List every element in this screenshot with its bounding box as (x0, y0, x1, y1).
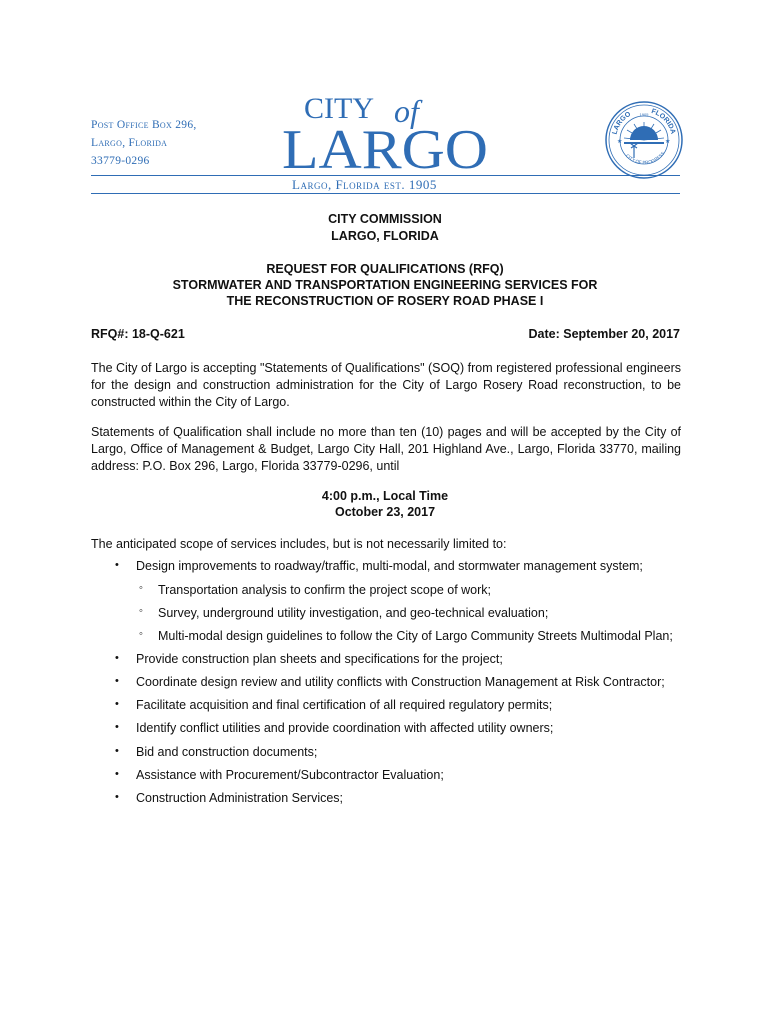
bullet-icon: • (115, 768, 119, 780)
bullet-icon: • (115, 721, 119, 733)
scope-item: Assistance with Procurement/Subcontractor Evaluation; (136, 768, 444, 782)
rfq-date: Date: September 20, 2017 (528, 327, 680, 341)
logo-city-text: CITY (304, 92, 374, 125)
seal-state-text: FLORIDA (650, 108, 677, 135)
scope-item: Coordinate design review and utility conflicts with Construction Management at Risk Contractor; (136, 675, 665, 689)
scope-sub-item: Transportation analysis to confirm the project scope of work; (158, 583, 492, 597)
hollow-bullet-icon: ◦ (139, 605, 143, 617)
rfq-title-line-2: STORMWATER AND TRANSPORTATION ENGINEERING SERVICES FOR (172, 278, 598, 292)
bullet-icon: • (115, 698, 119, 710)
address-line: Post Office Box 296, (91, 119, 197, 131)
star-icon: ★ (665, 139, 671, 145)
city-of-largo-logo (282, 84, 492, 184)
scope-item: Provide construction plan sheets and specifications for the project; (136, 652, 503, 666)
rfq-number-row (91, 326, 680, 343)
scope-item: Bid and construction documents; (136, 745, 318, 759)
city-seal-icon (604, 100, 684, 180)
star-icon: ★ (617, 139, 623, 145)
address-line: 33779-0296 (91, 155, 150, 167)
heading-city-commission: CITY COMMISSION (328, 212, 442, 226)
bullet-icon: • (115, 559, 119, 571)
seal-bottom-text: CITY OF PROGRESS (624, 150, 666, 166)
logo-largo-text: LARGO (282, 119, 488, 181)
scope-item: Design improvements to roadway/traffic, multi-modal, and stormwater management system; (136, 559, 643, 573)
sun-icon (630, 126, 658, 140)
bullet-icon: • (115, 675, 119, 687)
scope-sub-item: Survey, underground utility investigation, and geo-technical evaluation; (158, 606, 549, 620)
rfq-number: RFQ#: 18-Q-621 (91, 327, 185, 341)
rfq-title-line-1: REQUEST FOR QUALIFICATIONS (RFQ) (266, 262, 504, 276)
scope-sub-item: Multi-modal design guidelines to follow the City of Largo Community Streets Multimodal Plan; (158, 629, 673, 643)
deadline-time: 4:00 p.m., Local Time (321, 489, 449, 503)
intro-paragraph: The City of Largo is accepting "Statements of Qualifications" (SOQ) from registered professional engineers for the design and construction administration for the City of Largo Rosery Road reconstruction, to be constructed within the City of Largo. (91, 361, 681, 410)
established-text: Largo, Florida est. 1905 (292, 177, 437, 192)
hollow-bullet-icon: ◦ (139, 582, 143, 594)
scope-item: Identify conflict utilities and provide coordination with affected utility owners; (136, 721, 554, 735)
deadline-date: October 23, 2017 (334, 505, 436, 519)
seal-top-text: LARGO (611, 110, 633, 136)
rfq-title-line-3: THE RECONSTRUCTION OF ROSERY ROAD PHASE I (226, 294, 544, 308)
letterhead-rule-bottom (91, 193, 680, 194)
address-line: Largo, Florida (91, 137, 168, 149)
scope-item: Facilitate acquisition and final certification of all required regulatory permits; (136, 698, 553, 712)
bullet-icon: • (115, 791, 119, 803)
bullet-icon: • (115, 745, 119, 757)
letterhead-rule-top (91, 175, 680, 176)
hollow-bullet-icon: ◦ (139, 628, 143, 640)
submission-paragraph: Statements of Qualification shall include no more than ten (10) pages and will be accepted by the City of Largo, Office of Management & Budget, Largo City Hall, 201 Highland Ave., Largo, Florida 33770, mailing address: P.O. Box 296, Largo, Florida 33779-0296, until (91, 425, 681, 474)
bullet-icon: • (115, 652, 119, 664)
letterhead-address (91, 116, 197, 170)
logo-of-text: of (394, 93, 419, 129)
scope-intro: The anticipated scope of services includes, but is not necessarily limited to: (91, 537, 507, 551)
seal-year-text: 1905 (639, 112, 649, 117)
heading-largo-florida: LARGO, FLORIDA (331, 229, 439, 243)
scope-item: Construction Administration Services; (136, 791, 344, 805)
